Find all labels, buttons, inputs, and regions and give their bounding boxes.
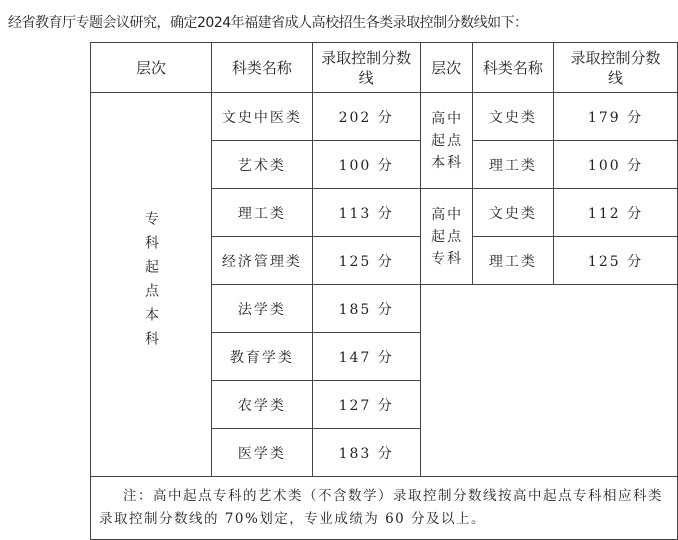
subject-name: 农学类: [212, 381, 313, 429]
intro-text: 经省教育厅专题会议研究，确定2024年福建省成人高校招生各类录取控制分数线如下：: [8, 15, 528, 31]
header-level: 层次: [91, 43, 212, 93]
subject-name: 理工类: [472, 141, 553, 189]
header-level-2: 层次: [420, 43, 472, 93]
subject-name: 理工类: [212, 189, 313, 237]
level-cell-2: [420, 93, 472, 189]
empty-cell: [420, 285, 677, 477]
score: 113 分: [312, 189, 420, 237]
score: 125 分: [312, 237, 420, 285]
level-cell-3: [420, 189, 472, 285]
table-row: [91, 93, 678, 141]
score-table: [90, 42, 678, 540]
level-label: 高 中 起 点 专 科: [431, 206, 462, 267]
subject-name: 艺术类: [212, 141, 313, 189]
subject-name: 法学类: [212, 285, 313, 333]
header-name: 科类名称: [212, 43, 313, 93]
score: 127 分: [312, 381, 420, 429]
subject-name: 文史中医类: [212, 93, 313, 141]
subject-name: 教育学类: [212, 333, 313, 381]
score: 185 分: [312, 285, 420, 333]
header-row: [91, 43, 678, 93]
level-label: 高 中 起 点 本 科: [431, 110, 462, 171]
score: 183 分: [312, 429, 420, 477]
score: 125 分: [553, 237, 677, 285]
header-name-2: 科类名称: [472, 43, 553, 93]
score: 112 分: [553, 189, 677, 237]
header-score: 录取控制分数线: [312, 43, 420, 93]
level-cell: 专科起点本科: [91, 93, 212, 477]
subject-name: 医学类: [212, 429, 313, 477]
subject-name: 文史类: [472, 93, 553, 141]
score: 202 分: [312, 93, 420, 141]
subject-name: 理工类: [472, 237, 553, 285]
note: 注：高中起点专科的艺术类（不含数学）录取控制分数线按高中起点专科相应科类录取控制分数线的 70%划定，专业成绩为 60 分及以上。: [91, 477, 678, 540]
score: 179 分: [553, 93, 677, 141]
score: 100 分: [312, 141, 420, 189]
note-row: [91, 477, 678, 540]
score: 100 分: [553, 141, 677, 189]
subject-name: 经济管理类: [212, 237, 313, 285]
score: 147 分: [312, 333, 420, 381]
header-score-2: 录取控制分数线: [553, 43, 677, 93]
subject-name: 文史类: [472, 189, 553, 237]
